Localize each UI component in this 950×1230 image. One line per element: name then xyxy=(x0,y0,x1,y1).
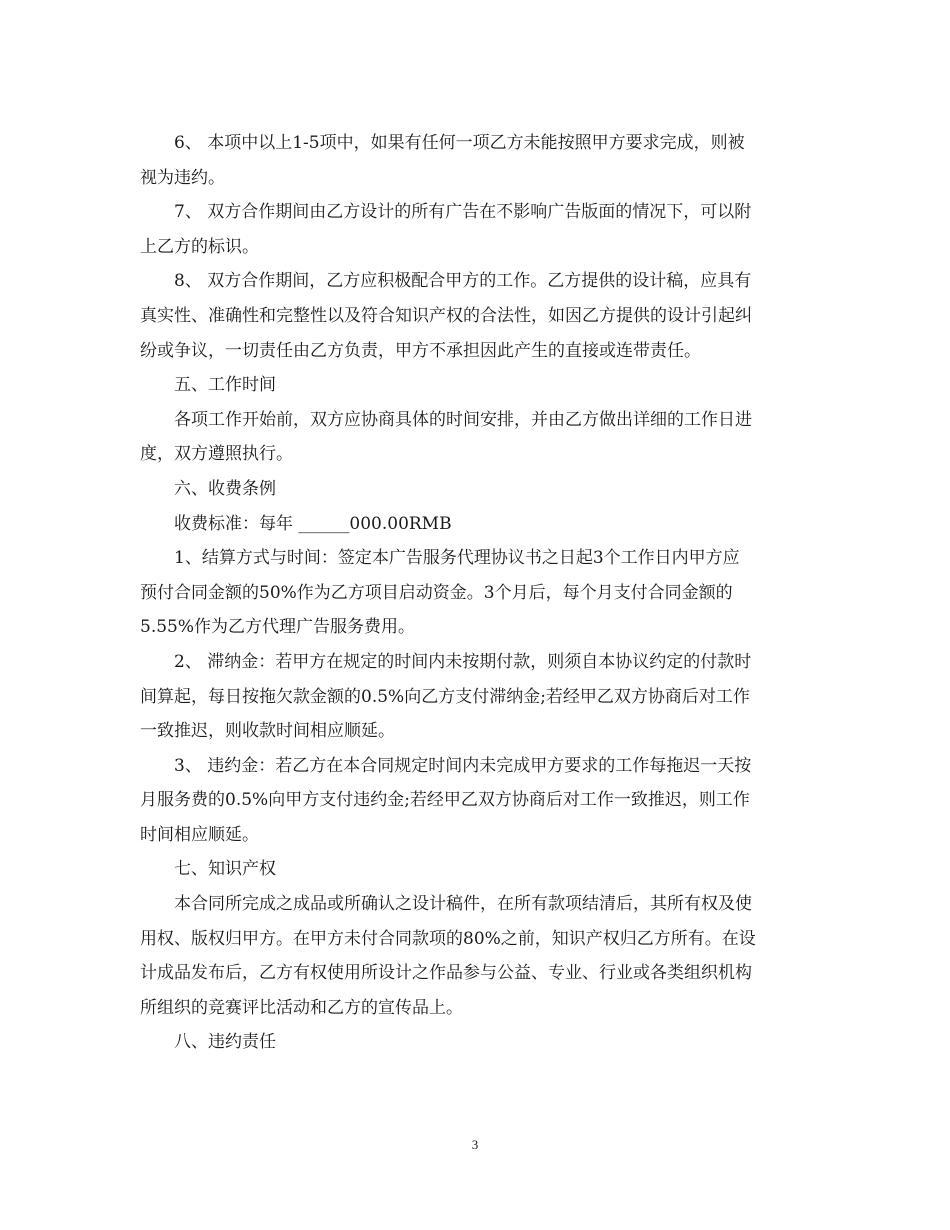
clause-8-paragraph xyxy=(140,264,816,368)
paragraph-line: 本合同所完成之成品或所确认之设计稿件，在所有款项结清后，其所有权及使 xyxy=(174,894,752,915)
paragraph-line: 预付合同金额的50%作为乙方项目启动资金。3个月后，每个月支付合同金额的 xyxy=(140,582,733,603)
page-number: 3 xyxy=(471,1137,479,1152)
fee-clause-2-paragraph xyxy=(140,645,816,749)
section-heading: 八、违约责任 xyxy=(174,1032,276,1053)
paragraph-line: 时间相应顺延。 xyxy=(140,824,259,845)
paragraph-line: 5.55%作为乙方代理广告服务费用。 xyxy=(140,617,416,638)
paragraph-line: 2、 滞纳金：若甲方在规定的时间内未按期付款，则须自本协议约定的付款时 xyxy=(174,651,752,672)
ip-paragraph xyxy=(140,887,816,1025)
fee-clause-1-paragraph xyxy=(140,541,816,645)
paragraph-line: 1、结算方式与时间：签定本广告服务代理协议书之日起3个工作日内甲方应 xyxy=(174,548,740,569)
paragraph-line: 月服务费的0.5%向甲方支付违约金;若经甲乙双方协商后对工作一致推迟，则工作 xyxy=(140,790,750,811)
paragraph-line: 度，双方遵照执行。 xyxy=(140,444,293,465)
paragraph-line: 6、 本项中以上1-5项中，如果有任何一项乙方未能按照甲方要求完成，则被 xyxy=(174,133,745,153)
fee-clause-3-paragraph xyxy=(140,749,816,853)
document-body xyxy=(140,126,816,1060)
clause-7-paragraph xyxy=(140,195,816,264)
fee-standard-paragraph xyxy=(140,507,816,542)
section-heading-liability xyxy=(140,1025,816,1060)
paragraph-line: 计成品发布后，乙方有权使用所设计之作品参与公益、专业、行业或各类组织机构 xyxy=(140,963,752,984)
section-heading: 六、收费条例 xyxy=(174,478,276,499)
section-heading-fees xyxy=(140,472,816,507)
paragraph-line: 视为违约。 xyxy=(140,167,225,188)
section-heading: 五、工作时间 xyxy=(174,375,276,396)
paragraph-line: 用权、版权归甲方。在甲方未付合同款项的80%之前，知识产权归乙方所有。在设 xyxy=(140,928,756,949)
section-heading: 七、知识产权 xyxy=(174,859,276,880)
paragraph-line: 上乙方的标识。 xyxy=(140,236,259,257)
clause-6-paragraph xyxy=(140,126,816,195)
work-time-paragraph xyxy=(140,403,816,472)
paragraph-line: 真实性、准确性和完整性以及符合知识产权的合法性，如因乙方提供的设计引起纠 xyxy=(140,305,752,326)
paragraph-line: 8、 双方合作期间，乙方应积极配合甲方的工作。乙方提供的设计稿，应具有 xyxy=(174,271,752,292)
paragraph-line: 收费标准：每年 ______000.00RMB xyxy=(174,513,452,534)
paragraph-line: 所组织的竞赛评比活动和乙方的宣传品上。 xyxy=(140,997,463,1018)
section-heading-ip xyxy=(140,852,816,887)
paragraph-line: 各项工作开始前，双方应协商具体的时间安排，并由乙方做出详细的工作日进 xyxy=(174,409,752,430)
paragraph-line: 3、 违约金：若乙方在本合同规定时间内未完成甲方要求的工作每拖迟一天按 xyxy=(174,755,752,776)
paragraph-line: 7、 双方合作期间由乙方设计的所有广告在不影响广告版面的情况下，可以附 xyxy=(174,202,752,223)
section-heading-work-time xyxy=(140,368,816,403)
paragraph-line: 间算起，每日按拖欠款金额的0.5%向乙方支付滞纳金;若经甲乙双方协商后对工作 xyxy=(140,686,750,707)
paragraph-line: 一致推迟，则收款时间相应顺延。 xyxy=(140,721,395,742)
paragraph-line: 纷或争议，一切责任由乙方负责，甲方不承担因此产生的直接或连带责任。 xyxy=(140,340,701,361)
